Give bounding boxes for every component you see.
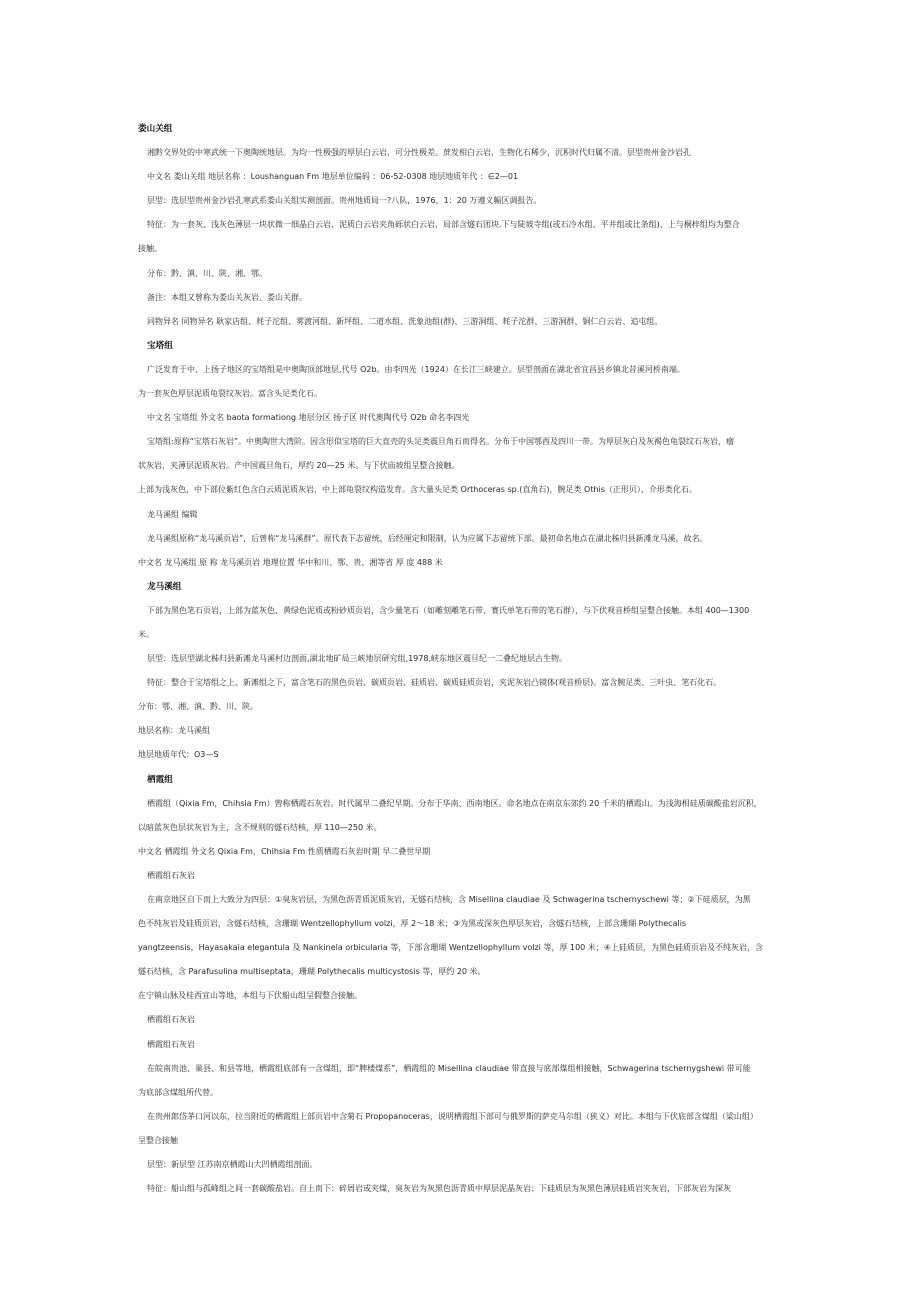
section-heading: 娄山关组 <box>138 124 173 134</box>
paragraph-line: 备注：本组又曾称为娄山关灰岩、娄山关群。 <box>147 292 307 302</box>
paragraph-line: 栖霞组石灰岩 <box>147 1039 195 1049</box>
paragraph-line: 为一套灰色厚层泥质龟裂纹灰岩。富含头足类化石。 <box>138 389 322 399</box>
paragraph-line: 龙马溪组原称“龙马溪页岩”，后曾称“龙马溪群”。原代表下志留统，后经厘定和限制，认为应属下志留统下部。最初命名地点在湖北秭归县新滩龙马溪，故名。 <box>147 533 708 543</box>
paragraph-line: 在贵州郎岱茅口河以东，拉当附近的栖霞组上部页岩中含菊石 Propopanoceras，说明栖霞组下部可与俄罗斯的萨克马尔组（狭义）对比。本组与下伏底部含煤组（梁山组） <box>147 1111 758 1121</box>
paragraph-line: yangtzeensis，Hayasakaia elegantula 及 Nankinela orbicularia 等，下部含珊瑚 Wentzellophyllum volzi 等，厚 100 米；④上硅质层，为黑色硅质页岩及不纯灰岩，含 <box>138 943 763 953</box>
paragraph-line: 层型：新层型 江苏南京栖霞山大凹栖霞组剖面。 <box>147 1160 318 1170</box>
paragraph-line: 特征：船山组与孤峰组之间一套碳酸盐岩。自上而下：碎屑岩或夹煤，臭灰岩为灰黑色沥青质中厚层泥晶灰岩；下硅质层为灰黑色薄层硅质岩夹灰岩，下部灰岩为深灰 <box>147 1184 731 1194</box>
paragraph-line: 接触。 <box>138 244 162 254</box>
section-heading: 栖霞组 <box>147 774 173 785</box>
document-page <box>138 117 783 1201</box>
paragraph-line: 燧石结核，含 Parafusulina multiseptata，珊瑚 Polythecalis multicystosis 等，厚约 20 米。 <box>138 967 486 977</box>
section-heading: 龙马溪组 <box>147 581 182 592</box>
paragraph-line: 在皖南贵池、巢县、和县等地，栖霞组底部有一含煤组，即“脾楼煤系”，栖霞组的 Misellina claudiae 带直接与底部煤组相接触，Schwagerina tschernygshewi 带可能 <box>147 1063 751 1073</box>
paragraph-line: 同物异名 同物异名 耿家店组、耗子沱组、雾渡河组、新坪组、二道水组、洗象池组(群)、三游洞组、耗子沱群、三游洞群、铜仁白云岩、追屯组。 <box>147 316 663 326</box>
paragraph-line: 栖霞组（Qixia Fm，Chihsia Fm）曾称栖霞石灰岩。时代属早二叠纪早期。分布于华南、西南地区。命名地点在南京东郊约 20 千米的栖霞山。为浅海相硅质碳酸盐岩沉积， <box>147 798 762 808</box>
paragraph-line: 特征：为一套灰、浅灰色薄层一块状微一细晶白云岩、泥质白云岩夹角砾状白云岩，局部含燧石团块.下与陡坡寺组(或石冷水组、平井组或比条组)、上与桐梓组均为整合 <box>147 220 740 230</box>
paragraph-line: 中文名 宝塔组 外文名 baota formationg 地层分区 扬子区 时代奥陶代号 O2b 命名李四光 <box>147 413 470 423</box>
paragraph-line: 地层名称：龙马溪组 <box>138 726 210 736</box>
paragraph-line: 米。 <box>138 629 154 639</box>
paragraph-line: 中文名 娄山关组 地层名称 ：Loushanguan Fm 地层单位编码 ：06-52-0308 地层地质年代 ：∈2—01 <box>147 172 519 182</box>
paragraph-line: 分布：鄂、湘、滇、黔、川、陕。 <box>138 702 258 712</box>
paragraph-line: 层型：选层型贵州金沙岩孔寒武系娄山关组实测剖面。贵州地质局一?八队，1976，1：20 万遵义幅区调报告。 <box>147 196 542 206</box>
paragraph-line: 分布：黔、滇、川、陕、湘、鄂。 <box>147 268 267 278</box>
paragraph-line: 栖霞组石灰岩 <box>147 870 195 880</box>
paragraph-line: 为底部含煤组所代替。 <box>138 1087 218 1097</box>
paragraph-line: 栖霞组石灰岩 <box>147 1015 195 1025</box>
paragraph-line: 地层地质年代：O3—S <box>138 750 219 760</box>
paragraph-line: 中文名 栖霞组 外文名 Qixia Fm，Chihsia Fm 性质栖霞石灰岩时期 早二叠世早期 <box>138 846 431 856</box>
paragraph-line: 中文名 龙马溪组 原 称 龙马溪页岩 地理位置 华中和川、鄂、贵、湘等省 厚 度 488 米 <box>138 557 443 567</box>
paragraph-line: 在南京地区自下而上大致分为四层：①臭灰岩层，为黑色沥青质泥质灰岩，无燧石结核，含 Misellina claudiae 及 Schwagerina tschernyschewi 等；②下硅质层，为黑 <box>147 895 751 904</box>
paragraph-line: 特征：整合于宝塔组之上、新滩组之下，富含笔石的黑色页岩、碳质页岩、硅质岩、碳质硅质页岩，夹泥灰岩凸镜体(观音桥层)。富含腕足类、三叶虫、笔石化石。 <box>147 678 722 688</box>
paragraph-line: 状灰岩，夹薄层泥质灰岩。产中国震旦角石，厚约 20—25 米。与下伏庙坡组呈整合接触。 <box>138 461 460 471</box>
paragraph-line: 湘黔交界处的中寒武统一下奥陶统地层。为均一性极强的厚层白云岩，可分性极差。蔗发相白云岩，生物化石稀少，沉积时代归属不清。层型贵州金沙岩孔 <box>147 148 691 158</box>
paragraph-line: 色不纯灰岩及硅质页岩，含燧石结核，含珊瑚 Wentzellophyllum volzi，厚 2～18 米；③为黑或深灰色厚层灰岩，含燧石结核，上部含珊瑚 Polythecalis <box>138 919 687 929</box>
paragraph-line: 上部为浅灰色，中下部位紫红色含白云质泥质灰岩，中上部龟裂纹构造发育。含大量头足类 Orthoceras sp.(直角石)，腕足类 Othis（正形贝），介形类化石。 <box>138 485 697 495</box>
paragraph-line: 下部为黑色笔石页岩，上部为蓝灰色、黄绿色泥质或粉砂质页岩，含少量笔石（如雕刻雕笔石带、赛氏单笔石带的笔石群），与下伏观音桥组呈整合接触。本组 400—1300 <box>147 605 750 615</box>
paragraph-line: 呈整合接触 <box>138 1135 178 1145</box>
paragraph-line: 广泛发育于中、上扬子地区的宝塔组是中奥陶顶部地层,代号 O2b。由李四光（1924）在长江三峡建立。层型剖面在湖北省宜昌县乡镇北昔溪河桥南端。 <box>147 364 685 374</box>
paragraph-line: 宝塔组:原称“宝塔石灰岩”。中奥陶世大湾阶。因含形似宝塔的巨大直壳的头足类震旦角石而得名。分布于中国鄂西及四川一带。为厚层灰白及灰褐色龟裂纹石灰岩，瘤 <box>147 437 734 447</box>
paragraph-line: 层型：选层型湖北秭归县新滩龙马溪村边剖面,湖北地矿局三峡地层研究组,1978,峡东地区震旦纪一二叠纪地层古生物。 <box>147 654 567 664</box>
section-heading: 宝塔组 <box>147 340 173 351</box>
paragraph-line: 龙马溪组 编辑 <box>147 509 198 519</box>
paragraph-line: 以暗蓝灰色层状灰岩为主，含不规则的燧石结核，厚 110—250 米。 <box>138 822 382 832</box>
paragraph-line: 在宁镇山脉及桂西宜山等地，本组与下伏船山组呈假整合接触。 <box>138 991 362 1001</box>
